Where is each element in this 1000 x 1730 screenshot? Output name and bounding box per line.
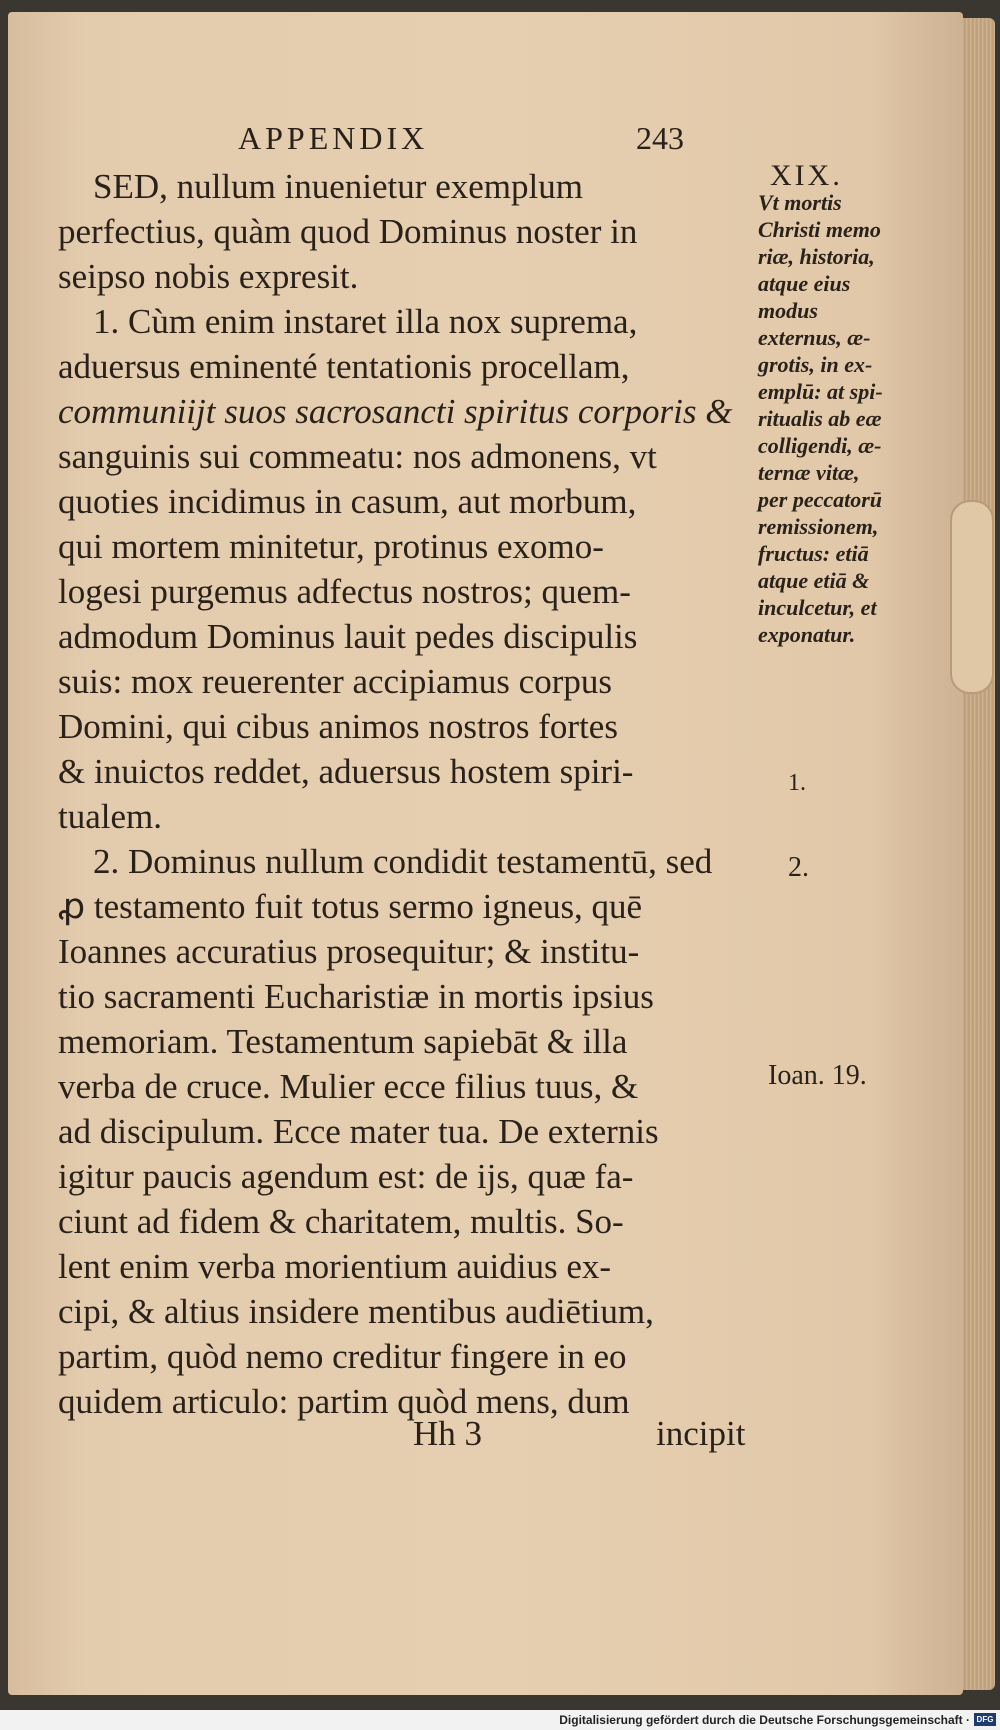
margin-reference: Ioan. 19. [768,1060,867,1091]
dfg-logo-icon: DFG [974,1713,996,1726]
margin-line: atque eius [758,271,851,296]
margin-line: emplū: at spi- [758,379,883,404]
text-line: ad discipulum. Ecce mater tua. De externis [58,1112,659,1151]
credit-text: Digitalisierung gefördert durch die Deutsche Forschungsgemeinschaft · [559,1713,970,1727]
text-line: SED, nullum inuenietur exemplum [93,167,583,206]
credit-bar [0,1710,1000,1730]
text-line: aduersus eminenté tentationis procellam, [58,347,630,386]
text-line: sanguinis sui commeatu: nos admonens, vt [58,437,657,476]
margin-lines [758,189,958,648]
margin-line: atque etiā & [758,568,870,593]
text-line: suis: mox reuerenter accipiamus corpus [58,662,612,701]
text-line: memoriam. Testamentum sapiebāt & illa [58,1022,628,1061]
margin-marker-2: 2. [788,852,809,883]
signature-mark: Hh 3 [413,1414,483,1453]
text-line: Domini, qui cibus animos nostros fortes [58,707,618,746]
book-page [8,12,963,1695]
text-line: quidem articulo: partim quòd mens, dum [58,1382,630,1421]
margin-line: externus, æ- [758,325,871,350]
running-title: APPENDIX [238,120,429,156]
page-header [8,120,963,160]
text-line: qui mortem minitetur, protinus exomo- [58,527,604,566]
clasp-tab [950,500,994,694]
page-number: 243 [636,120,684,156]
text-line: 1. Cùm enim instaret illa nox suprema, [93,302,638,341]
main-text-block [58,164,758,1424]
margin-line: modus [758,298,818,323]
text-line: 2. Dominus nullum condidit testamentū, sed [93,842,713,881]
text-line: logesi purgemus adfectus nostros; quem- [58,572,631,611]
text-line: tio sacramenti Eucharistiæ in mortis ipsius [58,977,654,1016]
text-line: cipi, & altius insidere mentibus audiētium, [58,1292,654,1331]
margin-marker-1: 1. [788,770,806,796]
margin-line: ternæ vitæ, [758,460,860,485]
margin-heading: XIX. [770,159,843,192]
margin-line: exponatur. [758,622,856,647]
text-line: igitur paucis agendum est: de ijs, quæ fa- [58,1157,634,1196]
text-line: Ioannes accuratius prosequitur; & institu- [58,932,640,971]
text-line: partim, quòd nemo creditur fingere in eo [58,1337,627,1376]
margin-line: Vt mortis [758,190,842,215]
text-line: verba de cruce. Mulier ecce filius tuus, & [58,1067,639,1106]
catchword: incipit [656,1414,746,1453]
margin-line: colligendi, æ- [758,433,882,458]
margin-line: inculcetur, et [758,595,877,620]
margin-line: per peccatorū [758,487,883,512]
text-line: quoties incidimus in casum, aut morbum, [58,482,637,521]
text-line: ciunt ad fidem & charitatem, multis. So- [58,1202,624,1241]
text-line: perfectius, quàm quod Dominus noster in [58,212,638,251]
margin-line: riæ, historia, [758,244,875,269]
text-line: & inuictos reddet, aduersus hostem spiri- [58,752,634,791]
text-line: admodum Dominus lauit pedes discipulis [58,617,638,656]
text-line: tualem. [58,797,162,836]
text-line: ꝓ testamento fuit totus sermo igneus, quē [58,887,643,926]
margin-line: fructus: etiā [758,541,869,566]
margin-line: remissionem, [758,514,879,539]
text-line: seipso nobis expresit. [58,257,359,296]
text-line: communiijt suos sacrosancti spiritus corporis & [58,392,733,431]
margin-line: grotis, in ex- [758,352,873,377]
margin-note [758,159,958,648]
text-line: lent enim verba morientium auidius ex- [58,1247,612,1286]
page-edge [963,18,995,1690]
margin-line: Christi memo [758,217,881,242]
margin-line: ritualis ab eæ [758,406,882,431]
page-footer [8,1414,963,1459]
